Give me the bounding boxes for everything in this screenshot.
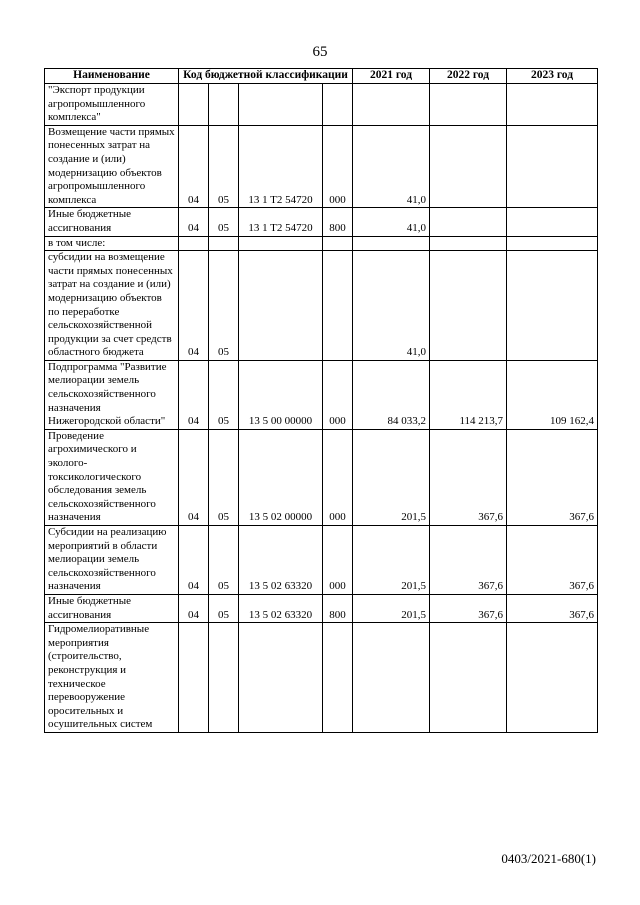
row-expense-type-code: 000 — [323, 429, 353, 525]
row-expense-type-code — [323, 84, 353, 126]
row-name: Гидромелиоративные мероприятия (строительство, реконструкция и техническое перевооружение оросительных и осушительных систем — [45, 623, 179, 733]
row-expense-type-code — [323, 623, 353, 733]
row-expense-type-code: 800 — [323, 208, 353, 236]
header-2023: 2023 год — [507, 69, 598, 84]
table-header-row — [45, 69, 598, 84]
row-expense-type-code: 800 — [323, 594, 353, 622]
row-subsection-code — [209, 84, 239, 126]
row-amount-2023: 367,6 — [507, 526, 598, 595]
row-target-code: 13 5 00 00000 — [239, 360, 323, 429]
row-amount-2023 — [507, 251, 598, 361]
row-amount-2022: 114 213,7 — [430, 360, 507, 429]
row-amount-2023 — [507, 125, 598, 208]
row-subsection-code: 05 — [209, 360, 239, 429]
row-name: "Экспорт продукции агропромышленного комплекса" — [45, 84, 179, 126]
row-amount-2023: 367,6 — [507, 429, 598, 525]
budget-table — [44, 68, 598, 733]
row-subsection-code: 05 — [209, 208, 239, 236]
row-target-code — [239, 236, 323, 251]
row-amount-2021: 201,5 — [353, 429, 430, 525]
row-amount-2022: 367,6 — [430, 526, 507, 595]
row-expense-type-code — [323, 236, 353, 251]
row-section-code: 04 — [179, 526, 209, 595]
header-2022: 2022 год — [430, 69, 507, 84]
row-name: в том числе: — [45, 236, 179, 251]
row-section-code: 04 — [179, 429, 209, 525]
row-amount-2023 — [507, 208, 598, 236]
table-row — [45, 251, 598, 361]
row-target-code: 13 5 02 63320 — [239, 594, 323, 622]
row-section-code: 04 — [179, 125, 209, 208]
row-amount-2022 — [430, 623, 507, 733]
row-amount-2022 — [430, 251, 507, 361]
page-number: 65 — [312, 44, 328, 60]
row-name: Проведение агрохимического и эколого-токсикологического обследования земель сельскохозяйственного назначения — [45, 429, 179, 525]
row-target-code: 13 5 02 00000 — [239, 429, 323, 525]
table-row — [45, 360, 598, 429]
table-row — [45, 208, 598, 236]
row-expense-type-code: 000 — [323, 125, 353, 208]
row-target-code — [239, 623, 323, 733]
table-row — [45, 125, 598, 208]
row-target-code — [239, 84, 323, 126]
table-row — [45, 623, 598, 733]
row-expense-type-code: 000 — [323, 526, 353, 595]
table-row — [45, 236, 598, 251]
row-amount-2023 — [507, 623, 598, 733]
row-section-code: 04 — [179, 251, 209, 361]
row-subsection-code: 05 — [209, 251, 239, 361]
table-row — [45, 526, 598, 595]
row-section-code: 04 — [179, 360, 209, 429]
row-subsection-code: 05 — [209, 594, 239, 622]
row-section-code: 04 — [179, 208, 209, 236]
row-amount-2021: 201,5 — [353, 526, 430, 595]
row-name: Иные бюджетные ассигнования — [45, 594, 179, 622]
table-body — [45, 84, 598, 733]
row-name: Иные бюджетные ассигнования — [45, 208, 179, 236]
row-subsection-code: 05 — [209, 429, 239, 525]
row-amount-2023 — [507, 84, 598, 126]
row-name: Подпрограмма "Развитие мелиорации земель сельскохозяйственного назначения Нижегородской области" — [45, 360, 179, 429]
row-target-code — [239, 251, 323, 361]
row-subsection-code: 05 — [209, 526, 239, 595]
table-row — [45, 429, 598, 525]
row-amount-2021 — [353, 84, 430, 126]
row-subsection-code — [209, 623, 239, 733]
header-budget-code: Код бюджетной классификации — [179, 69, 353, 84]
document-code: 0403/2021-680(1) — [501, 851, 596, 866]
row-name: Субсидии на реализацию мероприятий в области мелиорации земель сельскохозяйственного назначения — [45, 526, 179, 595]
row-amount-2021: 41,0 — [353, 251, 430, 361]
row-amount-2021: 41,0 — [353, 125, 430, 208]
row-section-code — [179, 84, 209, 126]
row-expense-type-code — [323, 251, 353, 361]
row-amount-2022 — [430, 208, 507, 236]
row-section-code — [179, 236, 209, 251]
header-name: Наименование — [45, 69, 179, 84]
row-amount-2022: 367,6 — [430, 594, 507, 622]
row-expense-type-code: 000 — [323, 360, 353, 429]
table-row — [45, 84, 598, 126]
row-name: Возмещение части прямых понесенных затрат на создание и (или) модернизацию объектов агропромышленного комплекса — [45, 125, 179, 208]
header-2021: 2021 год — [353, 69, 430, 84]
row-amount-2021 — [353, 623, 430, 733]
row-name: субсидии на возмещение части прямых понесенных затрат на создание и (или) модернизацию объектов по переработке сельскохозяйственной продукции за счет средств областного бюджета — [45, 251, 179, 361]
row-subsection-code — [209, 236, 239, 251]
row-amount-2021: 84 033,2 — [353, 360, 430, 429]
row-amount-2021: 41,0 — [353, 208, 430, 236]
table-row — [45, 594, 598, 622]
row-amount-2023: 367,6 — [507, 594, 598, 622]
row-target-code: 13 5 02 63320 — [239, 526, 323, 595]
row-amount-2022 — [430, 84, 507, 126]
row-amount-2023 — [507, 236, 598, 251]
row-amount-2023: 109 162,4 — [507, 360, 598, 429]
row-section-code: 04 — [179, 594, 209, 622]
row-target-code: 13 1 T2 54720 — [239, 125, 323, 208]
row-amount-2021 — [353, 236, 430, 251]
row-amount-2021: 201,5 — [353, 594, 430, 622]
row-section-code — [179, 623, 209, 733]
row-amount-2022 — [430, 236, 507, 251]
row-target-code: 13 1 T2 54720 — [239, 208, 323, 236]
row-amount-2022: 367,6 — [430, 429, 507, 525]
row-subsection-code: 05 — [209, 125, 239, 208]
row-amount-2022 — [430, 125, 507, 208]
